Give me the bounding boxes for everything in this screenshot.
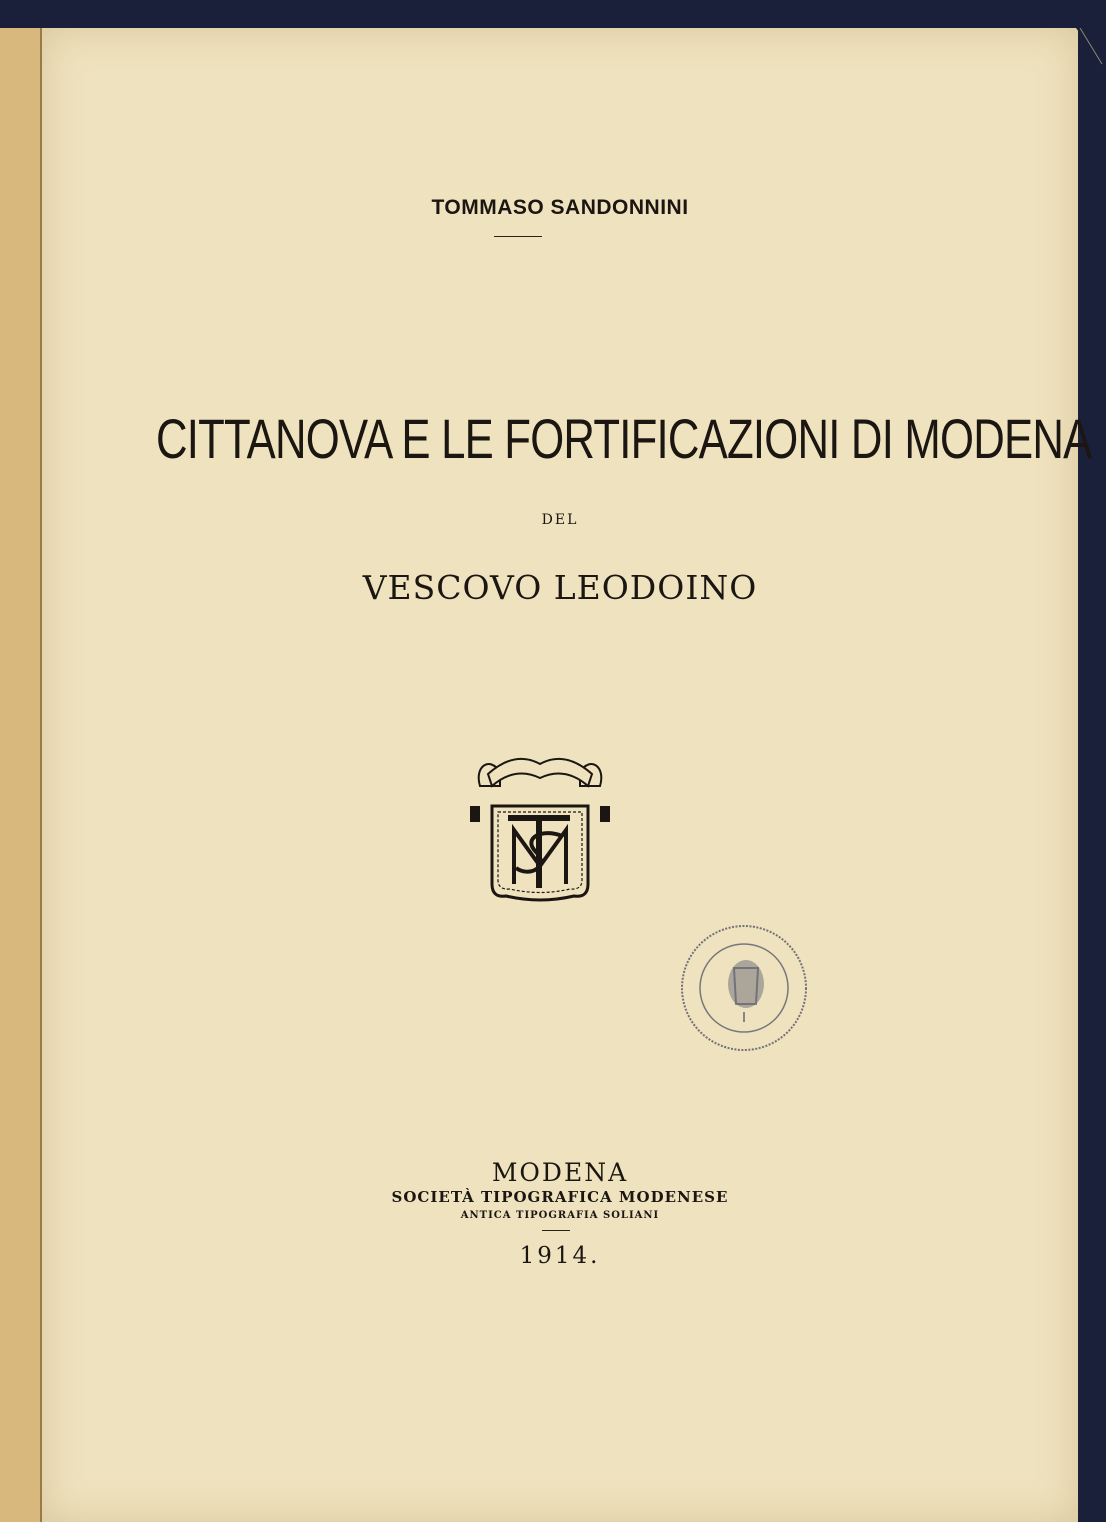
author-name: TOMMASO SANDONNINI: [431, 196, 689, 219]
back-cover-edge: [0, 28, 42, 1522]
imprint-year: 1914.: [519, 1243, 601, 1269]
imprint-publisher: SOCIETÀ TIPOGRAFICA MODENESE: [391, 1188, 729, 1206]
imprint-city: MODENA: [491, 1158, 629, 1187]
title-page: [42, 28, 1092, 1522]
page-corner-fold: [1076, 28, 1106, 68]
library-stamp-icon: [674, 918, 814, 1058]
book-title: CITTANOVA E LE FORTIFICAZIONI DI MODENA: [155, 407, 1092, 470]
title-connector: DEL: [541, 512, 579, 528]
author-rule: [494, 236, 542, 237]
imprint-rule: [542, 1230, 570, 1231]
book-subtitle: VESCOVO LEODOINO: [362, 568, 758, 607]
imprint-printer: ANTICA TIPOGRAFIA SOLIANI: [460, 1210, 660, 1221]
printer-mark-icon: [470, 746, 610, 908]
